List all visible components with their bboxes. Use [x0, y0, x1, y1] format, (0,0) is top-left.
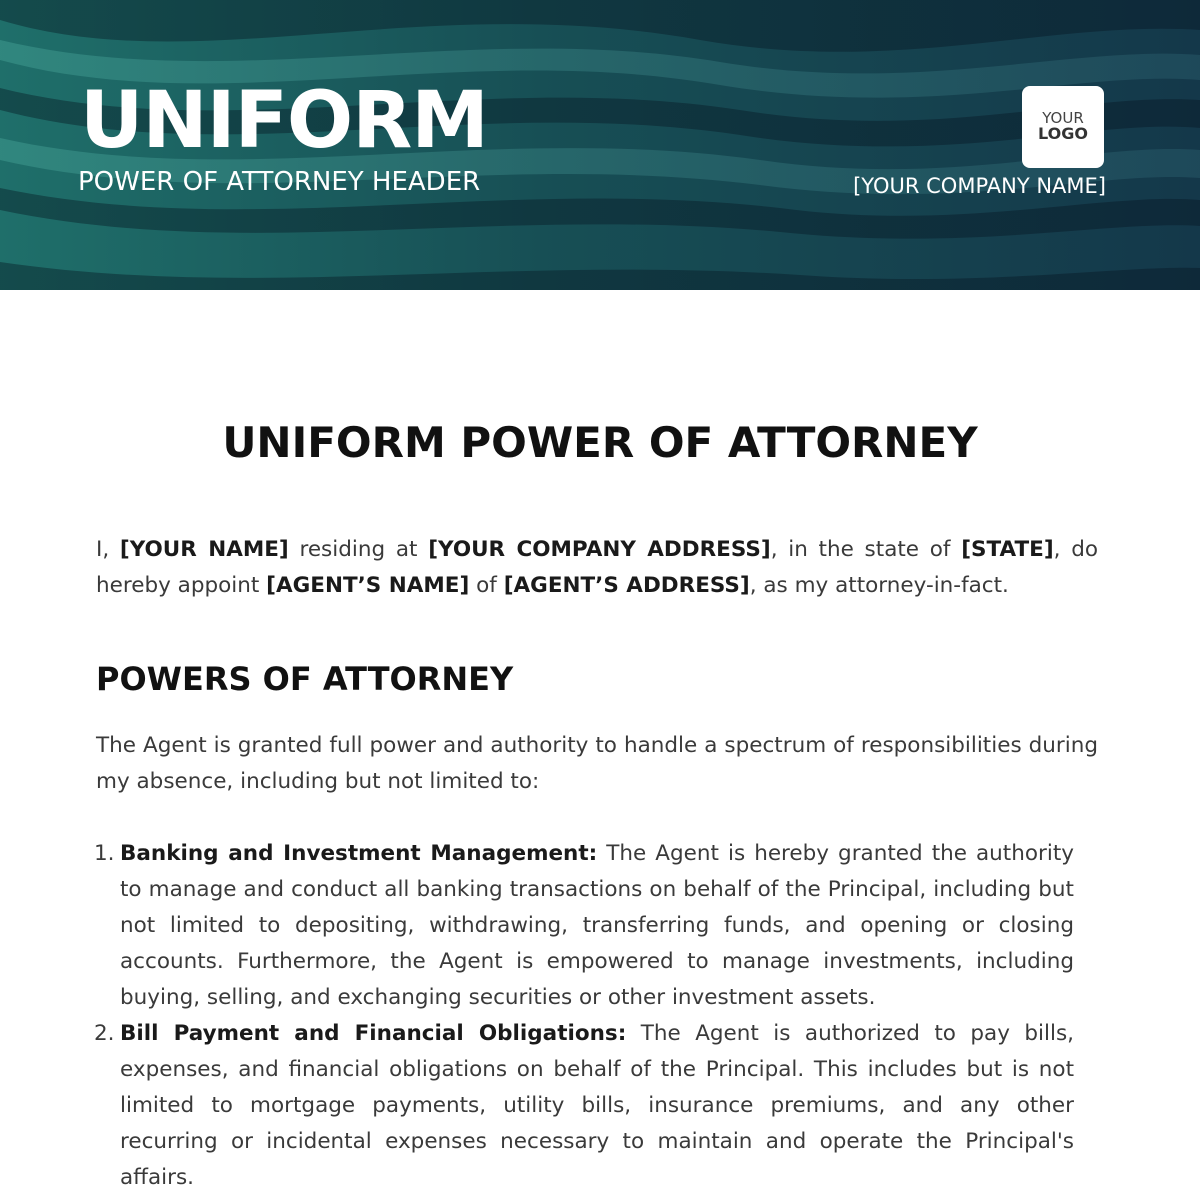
powers-list	[96, 836, 1074, 1196]
intro-text: I,	[96, 537, 120, 562]
address-placeholder: [YOUR COMPANY ADDRESS]	[428, 537, 771, 562]
principal-name-placeholder: [YOUR NAME]	[119, 537, 289, 562]
intro-text: , as my attorney-in-fact.	[749, 573, 1009, 598]
company-name: [YOUR COMPANY NAME]	[853, 174, 1106, 198]
list-item-title: Bill Payment and Financial Obligations:	[120, 1021, 627, 1046]
list-item-text: The Agent is authorized to pay bills, expenses, and financial obligations on behalf of the Principal. This includes but is not limited to mortgage payments, utility bills, insurance premiums, and any other recurring or incidental expenses necessary to maintain and operate the Principal's affairs.	[120, 1021, 1074, 1190]
agent-address-placeholder: [AGENT’S ADDRESS]	[503, 573, 750, 598]
company-logo	[1022, 86, 1104, 168]
intro-text: , in the state of	[770, 537, 962, 562]
document-title: UNIFORM POWER OF ATTORNEY	[222, 418, 978, 467]
brand-subtitle: POWER OF ATTORNEY HEADER	[78, 167, 481, 197]
intro-paragraph	[96, 532, 1098, 604]
section-heading-powers: POWERS OF ATTORNEY	[96, 660, 514, 698]
intro-text: , do hereby appoint	[96, 537, 1099, 598]
list-number: 2.	[94, 1021, 115, 1046]
state-placeholder: [STATE]	[961, 537, 1054, 562]
list-item	[96, 836, 1074, 1016]
list-item-title: Banking and Investment Management:	[120, 841, 598, 866]
section-intro-paragraph: The Agent is granted full power and authority to handle a spectrum of responsibilities during my absence, including but not limited to:	[96, 733, 1098, 794]
intro-text: of	[469, 573, 504, 598]
list-number: 1.	[94, 841, 115, 866]
intro-text: residing at	[288, 537, 429, 562]
header-banner	[0, 0, 1200, 290]
logo-text-line1: YOUR	[1042, 108, 1084, 127]
logo-text-line2: LOGO	[1038, 124, 1088, 144]
agent-name-placeholder: [AGENT’S NAME]	[266, 573, 470, 598]
list-item	[96, 1016, 1074, 1196]
list-item-text: The Agent is hereby granted the authority to manage and conduct all banking transactions on behalf of the Principal, including but not limited to depositing, withdrawing, transferring funds, and opening or closing accounts. Furthermore, the Agent is empowered to manage investments, including buying, selling, and exchanging securities or other investment assets.	[120, 841, 1074, 1010]
brand-title: UNIFORM	[80, 76, 488, 166]
